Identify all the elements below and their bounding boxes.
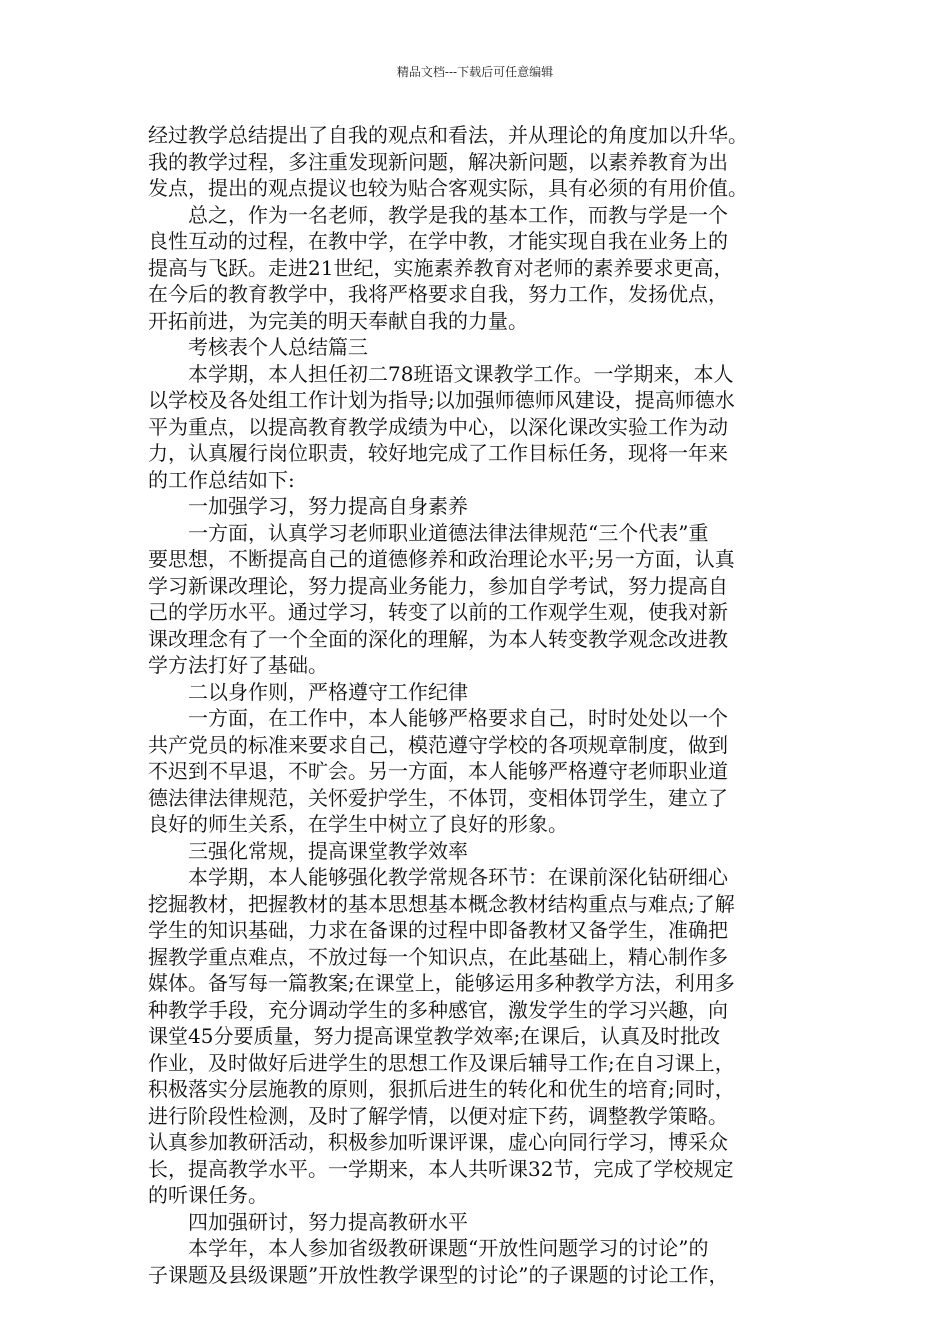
text-line: 二以身作则，严格遵守工作纪律 [188, 679, 468, 704]
text-line: 提高与飞跃。走进21世纪，实施素养教育对老师的素养要求更高， [148, 255, 734, 280]
text-line: 学习新课改理论，努力提高业务能力，参加自学考试，努力提高自 [148, 573, 728, 598]
text-line: 一方面，在工作中，本人能够严格要求自己，时时处处以一个 [188, 706, 728, 730]
text-line: 学生的知识基础，力求在备课的过程中即备教材又备学生，准确把 [148, 918, 728, 942]
text-line: 三强化常规，提高课堂教学效率 [188, 838, 468, 863]
text-line: 考核表个人总结篇三 [188, 335, 368, 359]
text-line: 认真参加教研活动，积极参加听课评课，虚心向同行学习，博采众 [148, 1130, 728, 1154]
text-line: 发点，提出的观点提议也较为贴合客观实际，具有必须的有用价值。 [148, 176, 748, 200]
text-line: 本学年，本人参加省级教研课题“开放性问题学习的讨论”的 [188, 1236, 709, 1260]
text-line: 经过教学总结提出了自我的观点和看法，并从理论的角度加以升华。 [148, 123, 748, 147]
text-line: 媒体。备写每一篇教案;在课堂上，能够运用多种教学方法，利用多 [148, 971, 735, 995]
text-line: 要思想，不断提高自己的道德修养和政治理论水平;另一方面，认真 [148, 547, 735, 571]
text-line: 的工作总结如下: [148, 467, 295, 492]
text-line: 以学校及各处组工作计划为指导;以加强师德师风建设，提高师德水 [148, 388, 735, 412]
text-line: 长，提高教学水平。一学期来，本人共听课32节，完成了学校规定 [148, 1156, 734, 1181]
text-line: 本学期，本人能够强化教学常规各环节：在课前深化钻研细心 [188, 865, 728, 889]
text-line: 开拓前进，为完美的明天奉献自我的力量。 [148, 308, 528, 333]
text-line: 在今后的教育教学中，我将严格要求自我，努力工作，发扬优点， [148, 282, 728, 306]
text-line: 共产党员的标准来要求自己，模范遵守学校的各项规章制度，做到 [148, 732, 728, 757]
text-line: 一加强学习，努力提高自身素养 [188, 494, 468, 518]
text-line: 一方面，认真学习老师职业道德法律法律规范“三个代表”重 [188, 520, 709, 545]
text-line: 平为重点，以提高教育教学成绩为中心，以深化课改实验工作为动 [148, 414, 728, 439]
text-line: 学方法打好了基础。 [148, 653, 328, 677]
text-line: 的听课任务。 [148, 1183, 268, 1207]
text-line: 力，认真履行岗位职责，较好地完成了工作目标任务，现将一年来 [148, 441, 728, 465]
text-line: 我的教学过程，多注重发现新问题，解决新问题，以素养教育为出 [148, 149, 728, 174]
text-line: 作业，及时做好后进学生的思想工作及课后辅导工作;在自习课上， [148, 1050, 735, 1075]
text-line: 良好的师生关系，在学生中树立了良好的形象。 [148, 812, 568, 836]
text-line: 进行阶段性检测，及时了解学情，以便对症下药，调整教学策略。 [148, 1103, 728, 1128]
text-line: 课堂45分要质量，努力提高课堂教学效率;在课后，认真及时批改 [148, 1024, 721, 1048]
text-line: 课改理念有了一个全面的深化的理解，为本人转变教学观念改进教 [148, 626, 728, 651]
text-line: 握教学重点难点，不放过每一个知识点，在此基础上，精心制作多 [148, 944, 728, 969]
text-line: 挖掘教材，把握教材的基本思想基本概念教材结构重点与难点;了解 [148, 891, 735, 916]
text-line: 不迟到不早退，不旷会。另一方面，本人能够严格遵守老师职业道 [148, 759, 728, 783]
text-line: 己的学历水平。通过学习，转变了以前的工作观学生观，使我对新 [148, 600, 728, 624]
text-line: 种教学手段，充分调动学生的多种感官，激发学生的学习兴趣，向 [148, 997, 728, 1022]
text-line: 子课题及县级课题”开放性教学课型的讨论”的子课题的讨论工作， [148, 1262, 729, 1287]
page-header: 精品文档---下载后可任意编辑 [396, 65, 554, 79]
text-line: 积极落实分层施教的原则，狠抓后进生的转化和优生的培育;同时， [148, 1077, 735, 1101]
text-line: 德法律法律规范，关怀爱护学生，不体罚，变相体罚学生，建立了 [148, 785, 728, 810]
text-line: 良性互动的过程，在教中学，在学中教，才能实现自我在业务上的 [148, 229, 728, 253]
document-body [148, 122, 828, 1288]
text-line: 四加强研讨，努力提高教研水平 [188, 1209, 468, 1234]
text-line: 本学期，本人担任初二78班语文课教学工作。一学期来，本人 [188, 361, 734, 386]
text-line: 总之，作为一名老师，教学是我的基本工作，而教与学是一个 [188, 202, 728, 227]
